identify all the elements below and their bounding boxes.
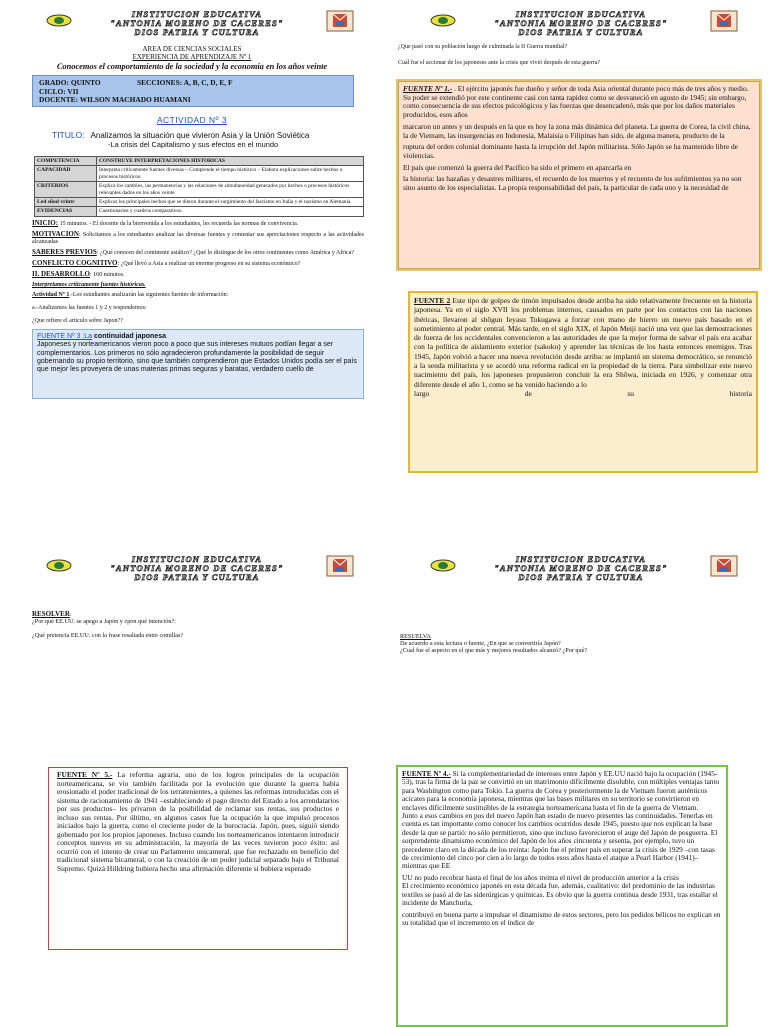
coat-of-arms-icon — [326, 555, 354, 577]
actividad1-paragraph: Actividad Nº 1.-Los estudiantes analizarán las siguientes fuentes de información: — [32, 291, 229, 298]
resolver-section: RESOLVER: ¿Por qué EE.UU. se apego a Japón y cpon qué intención?: ¿Qué pretencia EE.UU. con la frase resaltada entre comillas? — [32, 611, 384, 640]
teacher-label: DOCENTE: WILSON MACHADO HUAMANI — [39, 95, 191, 104]
question-1: De acuerdo a esta lectura o fuente, ¿En que se convertiría Japón? — [400, 640, 561, 648]
school-emblem-icon — [46, 14, 72, 27]
conflicto-paragraph: CONFLICTO COGNITIVO: ¿Qué llevó a Asia a realizar un enorme progreso en su sistema económico? — [32, 258, 301, 267]
school-header — [10, 8, 374, 42]
table-row: EVIDENCIAS Cuestionarios y cuadros comparativos. — [35, 207, 364, 216]
question-1: ¿Que pasó con su población luego de culminada la II Guerra mundial? — [398, 44, 568, 50]
question-1: ¿Por qué EE.UU. se apego a Japón y cpon qué intención?: — [32, 618, 176, 626]
competency-table — [34, 156, 364, 217]
school-header — [394, 8, 758, 42]
table-row: CRITERIOS Explica los cambios, las permanencias y las relaciones de simultaneidad generados por hechos o procesos históricos relevantes dados en los años veinte — [35, 182, 364, 198]
fuente-5-box: FUENTE Nº 5.- La reforma agraria, uno de los logros principales de la ocupación norteamericana, se vio también facilitada por la evolución que durante la guerra había erosionado el poder tradicional de los terratenientes, a quienes las reformas introducidas con el sistema de racionamiento de 1941 –estableciendo el pago directo del Estado a los arrendatarios por sus productos– les privaron de la posibilidad de reclamar sus rentas, sus productos e incluso sus rentas. Por último, en algunos casos fue la ocupación la que impulsó procesos iniciados bajo la guerra, como el creciente poder de la burocracia. Japón, pues, siguió siendo gobernado por los propios japoneses. Incluso cuando los norteamericanos intentaron introducir conceptos nuevos en su administración, la mayoría de las veces tuvieron poco éxito: así ocurrió con el intento de crear un Parlamento unicameral, que fue rechazado en beneficio del tradicional sistema bicameral, o con la creación de un poder judicial separado bajo el Tribunal Supremo. Quizá Hilldring hubiera hecho una afirmación diferente si hubiera esperado — [48, 767, 348, 950]
question-2: ¿Cual fue el aspecto en el que más y mejores resultados alcanzó? ¿Por qué? — [400, 647, 588, 655]
school-emblem-icon — [46, 559, 72, 572]
school-header — [394, 553, 758, 587]
activity-title: ACTIVIDAD Nº 3 — [156, 115, 228, 125]
school-emblem-icon — [430, 14, 456, 27]
question-2: ¿Qué pretencia EE.UU. con la frase resaltada entre comillas? — [32, 632, 184, 640]
school-name: INSTITUCION EDUCATIVA "ANTONIA MORENO DE CACERES" DIOS PATRIA Y CULTURA — [494, 554, 668, 582]
table-row: CAPACIDAD Interpreta críticamente fuentes diversas – Comprende el tiempo histórico – Elabora explicaciones sobre hechos o procesos históricos. — [35, 166, 364, 182]
school-name: INSTITUCION EDUCATIVA "ANTONIA MORENO DE CACERES" DIOS PATRIA Y CULTURA — [110, 554, 284, 582]
area-heading: AREA DE CIENCIAS SOCIALES EXPERIENCIA DE APRENDIZAJE Nº 1 — [132, 45, 252, 61]
cycle-label: CICLO: VII — [39, 86, 79, 96]
interpretamos-heading: Interpretamos críticamente fuentes históricas. — [32, 281, 146, 288]
resuelva-section: RESUELVA De acuerdo a esta lectura o fuente, ¿En que se convertiría Japón? ¿Cual fue el aspecto en el que más y mejores resultados alcanzó? ¿Por qué? — [400, 633, 768, 655]
lesson-body — [32, 220, 364, 325]
fuente-4-box: FUENTE Nº 4.- Si la complementariedad de intereses entre Japón y EE.UU nació bajo la ocupación (1945-53), tras la firma de la paz se convirtió en un matrimonio difícilmente disoluble, con múltiples ventajas tanto para Washington como para Tokio. La guerra de Corea y posteriormente la de Vietnam fueron auténticos acicates para la economía japonesa, mientras que las bases militares en su territorio se convirtieron en enclaves difícilmente sustituibles de la estrategia norteamericana hasta el fin de la guerra de Vietnam. Junto a esos cambios en pos del nuevo Japón han estado de nuevo presentes las continuidades. Tenerlas en cuenta es tan importante como conocer los cambios ocurridos desde 1945, puesto que nos explican la base desde la que se partió: no sólo permitieron, sino que incluso favorecieron el auge del Japón de posguerra. El sorprendente dinamismo económico del Japón de los años cincuenta y sesenta, por ejemplo, tuvo un precedente claro en la década de los treinta: Japón fue el primer país en superar la crisis de 1929 –con tasas de crecimiento del cinco por cien a lo largo de todos esos años hasta el ataque a Pearl Harbor (1941)– mientras que EE UU no pudo recobrar hasta el final de los años treinta el nivel de producción anterior a la crisis El crecimiento económico japonés en esta década fue, además, cualitativo: del predominio de las industrias textiles se pasó al de las siderúrgicas y químicas. Es obvio que la guerra continua desde 1931, tras estallar el incidente de Manchuria, contribuyó en buena parte a impulsar el dinamismo de estos sectores, pero los pedidos bélicos no explican en su totalidad que el incremento en el índice de — [396, 765, 728, 1027]
experience-subtitle: Conocemos el comportamiento de la sociedad y la economía en los años veinte — [56, 62, 328, 71]
table-row: Led sñod vrintr Explicar los principales hechos que se dieron durante el surgimiento del fascismo en Italia y el nazismo en Alemania — [35, 198, 364, 207]
school-name: INSTITUCION EDUCATIVA "ANTONIA MORENO DE CACERES" DIOS PATRIA Y CULTURA — [110, 9, 284, 37]
coat-of-arms-icon — [710, 10, 738, 32]
question-line: ¿Que refiere el articulo sobre Japon?? — [32, 317, 123, 324]
fuente-3-box: FUENTE Nº 3 :La continuidad japonesa Japoneses y norteamericanos vieron poco a poco que sus intereses mutuos podían llegar a ser complementarios. Los primeros no sólo agradecieron profundamente la posibilidad de seguir gobernando su propio territorio, sino que también comprendieron que Estados Unidos podía ser el país que mejor les proveyera de unas materias primas seguras y baratas, verdadero cuello de — [32, 329, 364, 399]
page-2 — [384, 0, 768, 512]
coat-of-arms-icon — [710, 555, 738, 577]
motivacion-paragraph: MOTIVACION: Solicitamos a los estudiantes analizar las diversas fuentes y comentar sus apreciaciones respecto a las actividades alcanzadas — [32, 229, 364, 245]
lesson-title: TITULO: Analizamos la situación que vivieron Asia y la Unión Soviética -La crisis del Capitalismo y sus efectos en el mundo — [52, 130, 310, 149]
analizamos-line: a.-Analizamos las fuentes 1 y 2 y respondemos: — [32, 304, 147, 311]
grade-info-box — [32, 75, 354, 107]
school-header — [10, 553, 374, 587]
grade-label: GRADO: QUINTO — [39, 78, 101, 87]
inicio-paragraph: INICIO: 15 minutos. - El docente da la bienvenida a los estudiantes, les recuerda las normas de convivencia. — [32, 218, 299, 227]
fuente-2-box: FUENTE 2 Este tipo de golpes de timón impulsados desde arriba ha sido relativamente frecuente en la historia japonesa. Ya en el siglo XVII los problemas internos, causados en parte por los contactos con las naciones ibéricas, llevaron al shōgun Ieyasu Tokugawa a forzar con mano de hierro un nuevo país basado en el sometimiento al poder central. Más tarde, en el siglo XIX, el Japón Meiji nació una vez que las demostraciones de fuerza de los occidentales convencieron a las autoridades de que la mejor forma de salvar el país era acabar con la política de aislamiento exterior (sakoku) y aprender las técnicas de los hasta entonces enemigos. Tras 1945, Japón volvió a hacer una nueva revolución desde arriba: se implantó un sistema democrático, se renunció a la senda militarista y se acordó una reforma radical en la propiedad de la tierra. Para simbolizar este nuevo nacimiento del país, los japoneses propusieron concluir la era Shōwa, iniciada en 1926, y comenzar otra diferente desde el año 1, como se ha venido haciendo a lo largo de su historia — [408, 291, 758, 473]
coat-of-arms-icon — [326, 10, 354, 32]
school-name: INSTITUCION EDUCATIVA "ANTONIA MORENO DE CACERES" DIOS PATRIA Y CULTURA — [494, 9, 668, 37]
sections-label: SECCIONES: A, B, C, D, E, F — [137, 78, 233, 87]
fuente-1-box: FUENTE Nº 1.- . El ejército japonés fue dueño y señor de toda Asia oriental durante poco más de tres años y medio. Su poder se extendió por este continente casi con tanta rapidez como se desvaneció en agosto de 1945; sin embargo, como consecuencia de sus efectos psicológicos y las fuerzas que desencadenó, más que por los daños materiales producidos, esos años marcaron un antes y un después en la que es hoy la zona más dinámica del planeta. La guerra de Corea, la civil china, la de Vietnam, las insurgencias en Indonesia, Malaisia o Filipinas han sido, de alguna manera, producto de la ruptura del orden colonial dominante hasta la irrupción del Japón militarista. Sólo Japón se ha mantenido libre de violencias. El país que comenzó la guerra del Pacífico ha sido el primero en aparcarla en la historia: las hazañas y desastres militares, el recuerdo de los muertos y el recuento de los sufrimientos ya no son sino asunto de los especialistas. La propia responsabilidad del país, la particular de cada uno y la necesidad de — [398, 81, 760, 269]
saberes-paragraph: SABERES PREVIOS: ¿Qué conocen del continente asiático? ¿Qué lo distingue de los otros continentes como América y Africa? — [32, 247, 355, 256]
school-emblem-icon — [430, 559, 456, 572]
question-2: Cuál fue el accionar de los japoneses ante la crisis que vivió después de esta guerra? — [398, 60, 601, 66]
desarrollo-paragraph: II. DESARROLLO: 160 minutos. — [32, 269, 125, 278]
page-1 — [0, 0, 384, 512]
page-4 — [384, 545, 768, 1024]
page-3 — [0, 545, 384, 1024]
table-row: COMPETENCIA CONSTRUYE INTERPRETACIONES HISTORICAS — [35, 157, 364, 166]
